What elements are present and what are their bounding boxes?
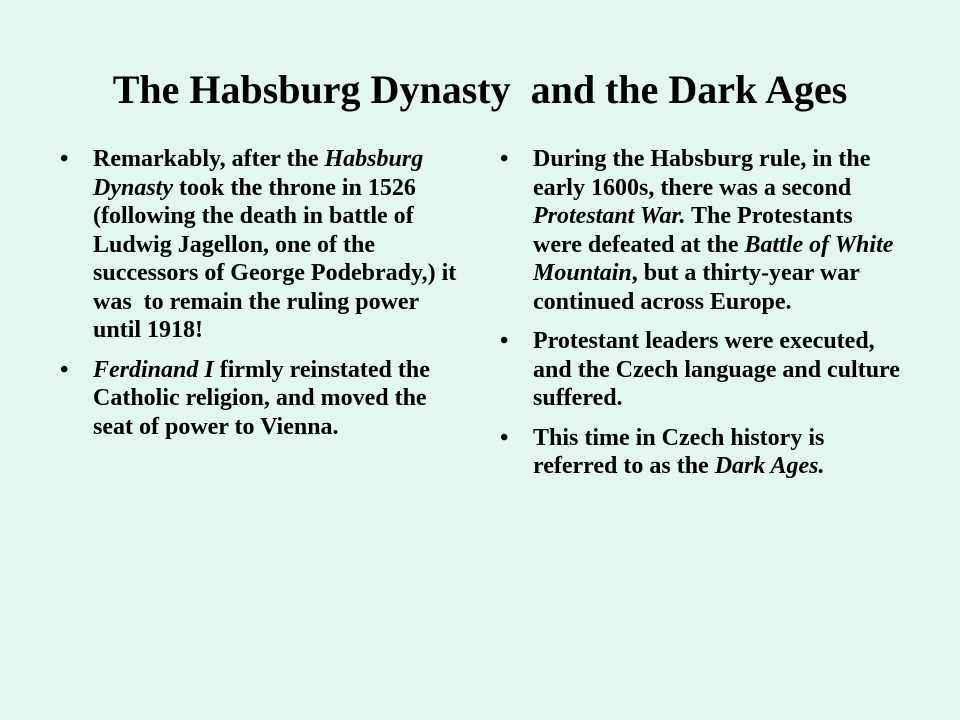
italic-text-run: Habsburg Dynasty xyxy=(93,146,430,201)
bullet-icon: • xyxy=(500,146,509,172)
text-run: took the throne in 1526 (following the death in battle of Ludwig Jagellon, one of the successors of George Podebrady,) it was to remain the ruling power until 1918! xyxy=(93,174,463,343)
bullet-text xyxy=(93,146,462,343)
bullet-icon: • xyxy=(500,328,509,354)
text-run: firmly reinstated the Catholic religion, and moved the seat of power to Vienna. xyxy=(93,356,436,440)
left-column-bullets xyxy=(60,145,463,452)
text-run: During the Habsburg rule, in the early 1600s, there was a second xyxy=(533,146,877,201)
slide-title: The Habsburg Dynasty and the Dark Ages xyxy=(112,67,848,112)
bullet-text xyxy=(93,357,436,440)
bullet-item xyxy=(500,145,905,316)
italic-text-run: Ferdinand I xyxy=(93,356,214,383)
text-run: Protestant leaders were executed, and the Czech language and culture suffered. xyxy=(533,328,906,411)
bullet-text xyxy=(533,328,906,411)
italic-text-run: Battle of White Mountain xyxy=(533,231,900,286)
text-run: The Protestants were defeated at the xyxy=(533,203,859,258)
italic-text-run: Dark Ages. xyxy=(714,453,825,479)
bullet-item xyxy=(500,424,905,481)
bullet-icon: • xyxy=(500,424,509,451)
text-run: , but a thirty-year war continued across Europe. xyxy=(533,260,866,315)
italic-text-run: Protestant War. xyxy=(533,203,686,229)
text-run: Remarkably, after the xyxy=(93,146,325,172)
bullet-icon: • xyxy=(60,146,69,172)
text-run: This time in Czech history is referred to as the xyxy=(533,424,831,479)
bullet-item xyxy=(60,145,463,345)
bullet-text xyxy=(533,425,830,480)
bullet-item xyxy=(60,356,460,442)
right-column-bullets xyxy=(500,145,905,492)
bullet-icon: • xyxy=(60,356,69,383)
bullet-text xyxy=(533,146,899,315)
bullet-item xyxy=(500,327,905,413)
